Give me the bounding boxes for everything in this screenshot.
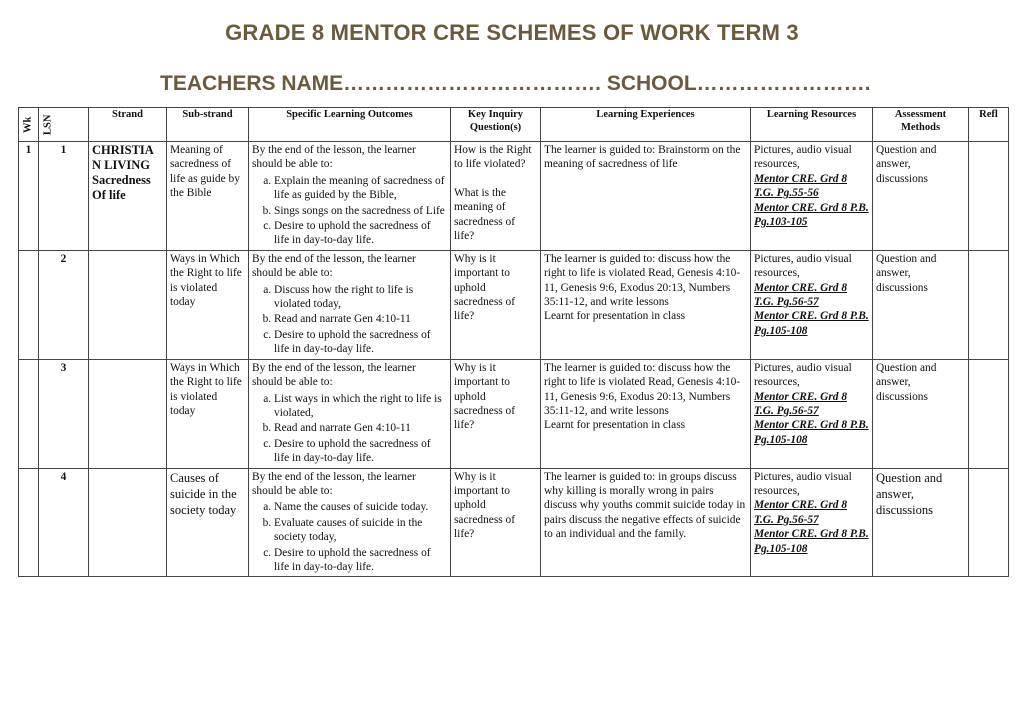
- table-row: [19, 468, 1009, 577]
- resource-reference: Mentor CRE. Grd 8 P.B. Pg.105-108: [754, 419, 869, 446]
- assessment-cell: Question and answer, discussions: [873, 250, 969, 359]
- strand-title: CHRISTIA N LIVING: [92, 143, 154, 172]
- outcomes-list: [252, 283, 447, 357]
- header-week: Wk: [19, 108, 39, 142]
- header-lesson: LSN: [39, 108, 89, 142]
- inquiry-questions-cell: [451, 468, 541, 577]
- header-strand: Strand: [89, 108, 167, 142]
- lesson-cell: 3: [39, 359, 89, 468]
- document-title: GRADE 8 MENTOR CRE SCHEMES OF WORK TERM 3: [225, 20, 799, 45]
- sub-strand-cell: Ways in Which the Right to life is violated today: [167, 250, 249, 359]
- inquiry-question: What is the meaning of sacredness of life?: [454, 186, 516, 243]
- table-row: [19, 359, 1009, 468]
- resources-text: Pictures, audio visual resources,: [754, 252, 852, 280]
- outcome-item: c. Desire to uphold the sacredness of life in day-to-day life.: [274, 546, 447, 575]
- table-row: [19, 142, 1009, 251]
- reflection-cell: [969, 250, 1009, 359]
- resource-reference: Mentor CRE. Grd 8 T.G. Pg.56-57: [754, 390, 848, 417]
- inquiry-questions-cell: [451, 359, 541, 468]
- inquiry-question: Why is it important to uphold sacredness of life?: [454, 252, 516, 323]
- header-assessment-methods: Assessment Methods: [873, 108, 969, 142]
- header-learning-resources: Learning Resources: [751, 108, 873, 142]
- assessment-cell: Question and answer, discussions: [873, 468, 969, 577]
- experiences-cell: [541, 359, 751, 468]
- experiences-cell: [541, 142, 751, 251]
- outcome-item: c. Desire to uphold the sacredness of life in day-to-day life.: [274, 328, 447, 357]
- resource-reference: Mentor CRE. Grd 8 P.B. Pg.103-105: [754, 201, 869, 229]
- outcome-item: b. Evaluate causes of suicide in the society today,: [274, 516, 447, 545]
- resources-text: Pictures, audio visual resources,: [754, 144, 852, 171]
- schemes-of-work-table: [18, 107, 1009, 577]
- resource-reference: Mentor CRE. Grd 8 T.G. Pg.56-57: [754, 499, 848, 526]
- resources-cell: [751, 468, 873, 577]
- outcomes-list: [252, 392, 447, 466]
- sub-strand-cell: Meaning of sacredness of life as guide by the Bible: [167, 142, 249, 251]
- reflection-cell: [969, 359, 1009, 468]
- outcomes-intro: By the end of the lesson, the learner should be able to:: [252, 470, 416, 497]
- outcome-item: a. Discuss how the right to life is violated today,: [274, 283, 447, 312]
- table-row: [19, 250, 1009, 359]
- outcomes-list: [252, 500, 447, 574]
- outcomes-cell: [249, 142, 451, 251]
- header-specific-learning-outcomes: Specific Learning Outcomes: [249, 108, 451, 142]
- resources-cell: [751, 250, 873, 359]
- outcome-item: a. List ways in which the right to life is violated,: [274, 392, 447, 421]
- outcome-item: b. Read and narrate Gen 4:10-11: [274, 312, 447, 326]
- outcome-item: c. Desire to uphold the sacredness of life in day-to-day life.: [274, 437, 447, 466]
- strand-cell: [89, 250, 167, 359]
- lesson-cell: 4: [39, 468, 89, 577]
- outcomes-cell: [249, 250, 451, 359]
- strand-cell: [89, 359, 167, 468]
- resources-cell: [751, 142, 873, 251]
- week-cell: 1: [19, 142, 39, 251]
- experience-text: The learner is guided to: Brainstorm on the meaning of sacredness of life: [544, 144, 741, 171]
- outcomes-intro: By the end of the lesson, the learner should be able to:: [252, 361, 416, 389]
- outcomes-list: [252, 174, 447, 248]
- experience-text: Learnt for presentation in class: [544, 419, 686, 432]
- outcome-item: a. Name the causes of suicide today.: [274, 500, 447, 514]
- table-header-row: [19, 108, 1009, 142]
- week-cell: [19, 468, 39, 577]
- lesson-cell: 2: [39, 250, 89, 359]
- experiences-cell: [541, 468, 751, 577]
- lesson-cell: 1: [39, 142, 89, 251]
- resources-text: Pictures, audio visual resources,: [754, 470, 852, 497]
- experiences-cell: [541, 250, 751, 359]
- inquiry-question: Why is it important to uphold sacredness of life?: [454, 361, 516, 432]
- strand-subtitle: Sacredness Of life: [92, 173, 151, 202]
- inquiry-question: Why is it important to uphold sacredness of life?: [454, 470, 516, 541]
- outcomes-cell: [249, 468, 451, 577]
- outcome-item: c. Desire to uphold the sacredness of life in day-to-day life.: [274, 219, 447, 248]
- outcome-item: a. Explain the meaning of sacredness of life as guided by the Bible,: [274, 174, 447, 203]
- assessment-cell: Question and answer, discussions: [873, 142, 969, 251]
- experience-text: The learner is guided to: discuss how the right to life is violated Read, Genesis 4:10-11, Genesis 9:6, Exodus 20:13, Numbers 35:11-12, and write lessons: [544, 252, 741, 309]
- outcomes-cell: [249, 359, 451, 468]
- week-cell: [19, 359, 39, 468]
- experience-text: The learner is guided to: discuss how the right to life is violated Read, Genesis 4:10-11, Genesis 9:6, Exodus 20:13, Numbers 35:11-12, and write lessons: [544, 361, 741, 417]
- header-key-inquiry-questions: Key Inquiry Question(s): [451, 108, 541, 142]
- header-learning-experiences: Learning Experiences: [541, 108, 751, 142]
- resource-reference: Mentor CRE. Grd 8 T.G. Pg.55-56: [754, 172, 848, 200]
- inquiry-question: How is the Right to life violated?: [454, 144, 532, 171]
- resources-text: Pictures, audio visual resources,: [754, 361, 852, 389]
- assessment-cell: Question and answer, discussions: [873, 359, 969, 468]
- resource-reference: Mentor CRE. Grd 8 P.B. Pg.105-108: [754, 528, 869, 555]
- reflection-cell: [969, 142, 1009, 251]
- reflection-cell: [969, 468, 1009, 577]
- resource-reference: Mentor CRE. Grd 8 P.B. Pg.105-108: [754, 310, 869, 337]
- outcome-item: b. Read and narrate Gen 4:10-11: [274, 421, 447, 435]
- experience-text: Learnt for presentation in class: [544, 310, 686, 323]
- strand-cell: [89, 142, 167, 251]
- inquiry-questions-cell: [451, 142, 541, 251]
- strand-cell: [89, 468, 167, 577]
- outcome-item: b. Sings songs on the sacredness of Life: [274, 204, 447, 218]
- resource-reference: Mentor CRE. Grd 8 T.G. Pg.56-57: [754, 281, 848, 309]
- outcomes-intro: By the end of the lesson, the learner should be able to:: [252, 144, 416, 171]
- resources-cell: [751, 359, 873, 468]
- experience-text: The learner is guided to: in groups discuss why killing is morally wrong in pairs discuss why youths commit suicide today in pairs discuss the negative effects of suicide to an individual and the family.: [544, 470, 746, 541]
- week-cell: [19, 250, 39, 359]
- header-sub-strand: Sub-strand: [167, 108, 249, 142]
- sub-strand-cell: Ways in Which the Right to life is violated today: [167, 359, 249, 468]
- inquiry-questions-cell: [451, 250, 541, 359]
- sub-strand-cell: Causes of suicide in the society today: [167, 468, 249, 577]
- header-reflection: Refl: [969, 108, 1009, 142]
- outcomes-intro: By the end of the lesson, the learner should be able to:: [252, 252, 416, 280]
- teacher-school-line: TEACHERS NAME………………………………. SCHOOL…………………….: [160, 72, 871, 95]
